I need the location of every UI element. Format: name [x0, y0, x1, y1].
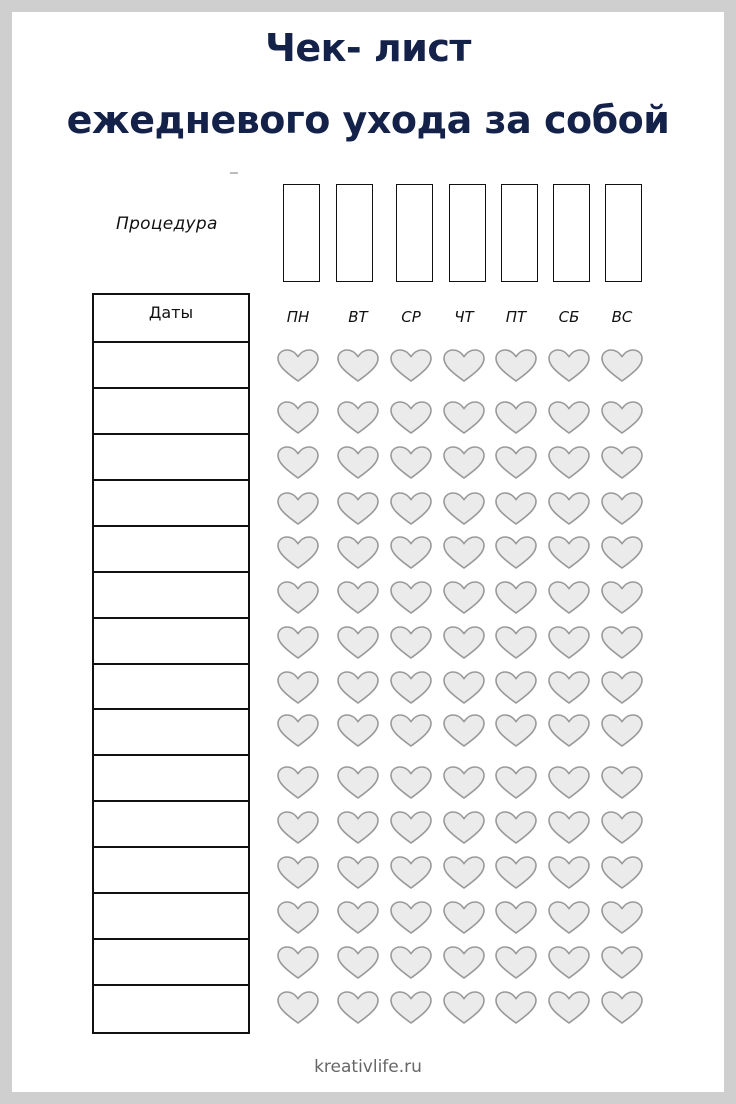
heart-icon[interactable]: [547, 945, 591, 981]
heart-icon[interactable]: [336, 625, 380, 661]
heart-icon[interactable]: [389, 580, 433, 616]
weekday-label: ВТ: [348, 308, 368, 326]
heart-icon[interactable]: [547, 445, 591, 481]
date-row[interactable]: [94, 435, 248, 481]
heart-icon[interactable]: [442, 625, 486, 661]
heart-icon[interactable]: [389, 491, 433, 527]
dates-header: Даты: [94, 295, 248, 343]
heart-icon[interactable]: [276, 945, 320, 981]
heart-icon[interactable]: [389, 625, 433, 661]
heart-icon[interactable]: [600, 580, 644, 616]
heart-icon[interactable]: [547, 625, 591, 661]
weekday-label: ПН: [286, 308, 310, 326]
procedure-box-2[interactable]: [336, 184, 373, 282]
heart-icon[interactable]: [494, 400, 538, 436]
heart-icon[interactable]: [442, 990, 486, 1026]
heart-icon[interactable]: [389, 348, 433, 384]
heart-icon[interactable]: [600, 945, 644, 981]
heart-icon[interactable]: [276, 765, 320, 801]
dates-table: [92, 293, 250, 1034]
heart-icon[interactable]: [336, 855, 380, 891]
heart-icon[interactable]: [336, 400, 380, 436]
procedure-box-3[interactable]: [396, 184, 433, 282]
heart-icon[interactable]: [494, 491, 538, 527]
heart-icon[interactable]: [389, 990, 433, 1026]
date-row[interactable]: [94, 665, 248, 711]
heart-icon[interactable]: [276, 810, 320, 846]
heart-icon[interactable]: [336, 535, 380, 571]
heart-icon[interactable]: [389, 400, 433, 436]
footer-site: kreativlife.ru: [314, 1057, 422, 1077]
heart-icon[interactable]: [494, 810, 538, 846]
date-row[interactable]: [94, 389, 248, 435]
date-row[interactable]: [94, 619, 248, 665]
weekday-label: ЧТ: [454, 308, 474, 326]
heart-icon[interactable]: [494, 855, 538, 891]
heart-icon[interactable]: [276, 445, 320, 481]
heart-icon[interactable]: [389, 535, 433, 571]
title-line-2: ежедневого ухода за собой: [66, 98, 670, 142]
date-row[interactable]: [94, 986, 248, 1032]
heart-icon[interactable]: [442, 348, 486, 384]
heart-icon[interactable]: [389, 810, 433, 846]
date-row[interactable]: [94, 756, 248, 802]
heart-icon[interactable]: [389, 713, 433, 749]
heart-icon[interactable]: [547, 670, 591, 706]
heart-icon[interactable]: [600, 765, 644, 801]
heart-icon[interactable]: [547, 810, 591, 846]
heart-icon[interactable]: [276, 400, 320, 436]
heart-icon[interactable]: [600, 810, 644, 846]
heart-icon[interactable]: [276, 990, 320, 1026]
heart-icon[interactable]: [276, 580, 320, 616]
heart-icon[interactable]: [600, 400, 644, 436]
heart-icon[interactable]: [442, 445, 486, 481]
heart-icon[interactable]: [336, 580, 380, 616]
date-row[interactable]: [94, 802, 248, 848]
heart-icon[interactable]: [442, 765, 486, 801]
heart-icon[interactable]: [547, 713, 591, 749]
date-row[interactable]: [94, 527, 248, 573]
heart-icon[interactable]: [389, 670, 433, 706]
heart-icon[interactable]: [547, 348, 591, 384]
heart-icon[interactable]: [600, 491, 644, 527]
heart-icon[interactable]: [547, 491, 591, 527]
heart-icon[interactable]: [336, 900, 380, 936]
heart-icon[interactable]: [336, 945, 380, 981]
heart-icon[interactable]: [442, 580, 486, 616]
heart-icon[interactable]: [336, 348, 380, 384]
weekday-label: ПТ: [505, 308, 527, 326]
heart-icon[interactable]: [547, 900, 591, 936]
heart-icon[interactable]: [336, 765, 380, 801]
heart-icon[interactable]: [494, 990, 538, 1026]
heart-icon[interactable]: [600, 990, 644, 1026]
heart-icon[interactable]: [494, 348, 538, 384]
date-row[interactable]: [94, 940, 248, 986]
heart-icon[interactable]: [547, 580, 591, 616]
heart-icon[interactable]: [389, 900, 433, 936]
procedure-box-1[interactable]: [283, 184, 320, 282]
heart-icon[interactable]: [494, 580, 538, 616]
heart-icon[interactable]: [336, 491, 380, 527]
weekday-label: СБ: [558, 308, 580, 326]
heart-icon[interactable]: [547, 535, 591, 571]
heart-icon[interactable]: [276, 855, 320, 891]
date-row[interactable]: [94, 710, 248, 756]
procedure-box-5[interactable]: [501, 184, 538, 282]
heart-icon[interactable]: [276, 900, 320, 936]
procedure-box-4[interactable]: [449, 184, 486, 282]
heart-icon[interactable]: [276, 713, 320, 749]
date-row[interactable]: [94, 848, 248, 894]
heart-icon[interactable]: [494, 713, 538, 749]
heart-icon[interactable]: [389, 445, 433, 481]
heart-icon[interactable]: [600, 670, 644, 706]
heart-icon[interactable]: [442, 400, 486, 436]
heart-icon[interactable]: [600, 445, 644, 481]
heart-icon[interactable]: [336, 670, 380, 706]
date-row[interactable]: [94, 894, 248, 940]
heart-icon[interactable]: [276, 625, 320, 661]
heart-icon[interactable]: [494, 535, 538, 571]
heart-icon[interactable]: [494, 765, 538, 801]
heart-icon[interactable]: [442, 491, 486, 527]
heart-icon[interactable]: [336, 990, 380, 1026]
heart-icon[interactable]: [442, 900, 486, 936]
heart-icon[interactable]: [600, 855, 644, 891]
heart-icon[interactable]: [600, 535, 644, 571]
date-row[interactable]: [94, 481, 248, 527]
heart-icon[interactable]: [276, 670, 320, 706]
heart-icon[interactable]: [600, 348, 644, 384]
heart-icon[interactable]: [442, 670, 486, 706]
heart-icon[interactable]: [600, 713, 644, 749]
procedure-box-6[interactable]: [553, 184, 590, 282]
heart-icon[interactable]: [547, 400, 591, 436]
heart-icon[interactable]: [336, 445, 380, 481]
procedure-box-7[interactable]: [605, 184, 642, 282]
heart-icon[interactable]: [494, 445, 538, 481]
heart-icon[interactable]: [547, 855, 591, 891]
heart-icon[interactable]: [276, 535, 320, 571]
date-row[interactable]: [94, 343, 248, 389]
heart-icon[interactable]: [336, 713, 380, 749]
heart-icon[interactable]: [442, 855, 486, 891]
heart-icon[interactable]: [276, 348, 320, 384]
title-line-1: Чек- лист: [265, 26, 471, 70]
heart-icon[interactable]: [494, 625, 538, 661]
procedure-label: Процедура: [116, 214, 218, 234]
heart-icon[interactable]: [389, 855, 433, 891]
heart-icon[interactable]: [494, 945, 538, 981]
weekday-label: СР: [401, 308, 421, 326]
weekday-label: ВС: [611, 308, 633, 326]
heart-icon[interactable]: [442, 535, 486, 571]
heart-icon[interactable]: [276, 491, 320, 527]
heart-icon[interactable]: [442, 713, 486, 749]
heart-icon[interactable]: [442, 810, 486, 846]
heart-icon[interactable]: [336, 810, 380, 846]
heart-icon[interactable]: [389, 765, 433, 801]
heart-icon[interactable]: [442, 945, 486, 981]
heart-icon[interactable]: [600, 900, 644, 936]
heart-icon[interactable]: [547, 990, 591, 1026]
heart-icon[interactable]: [389, 945, 433, 981]
heart-icon[interactable]: [600, 625, 644, 661]
heart-icon[interactable]: [547, 765, 591, 801]
decorative-dash: [230, 172, 238, 174]
heart-icon[interactable]: [494, 900, 538, 936]
heart-icon[interactable]: [494, 670, 538, 706]
date-row[interactable]: [94, 573, 248, 619]
